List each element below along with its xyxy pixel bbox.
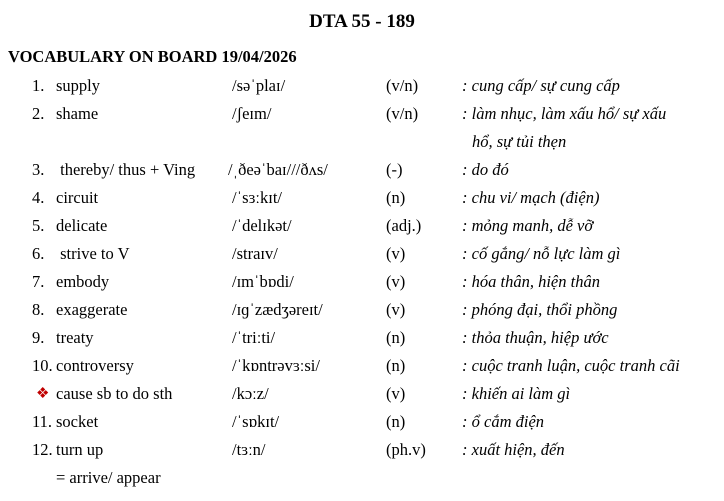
vocab-word: socket — [56, 412, 99, 431]
item-number: 10. — [32, 356, 53, 375]
item-number: 9. — [32, 328, 45, 347]
pronunciation: /səˈplaɪ/ — [232, 76, 286, 95]
meaning: : làm nhục, làm xấu hổ/ sự xấu — [462, 104, 667, 123]
pronunciation: /ˈsɒkɪt/ — [232, 412, 280, 431]
vocab-word: supply — [56, 76, 101, 95]
pronunciation: /ˈkɒntrəvɜːsi/ — [232, 356, 320, 375]
pronunciation: /ɪɡˈzædʒəreɪt/ — [232, 300, 323, 319]
meaning: : ổ cắm điện — [462, 412, 545, 431]
part-of-speech: (n) — [386, 356, 406, 375]
pronunciation: /ˈdelɪkət/ — [232, 216, 292, 235]
vocab-word: strive to V — [56, 244, 130, 263]
meaning: : cuộc tranh luận, cuộc tranh cãi — [462, 356, 680, 375]
meaning: : phóng đại, thổi phồng — [462, 300, 618, 319]
item-number: 8. — [32, 300, 45, 319]
meaning: : cố gắng/ nỗ lực làm gì — [462, 244, 621, 263]
meaning-continuation: hổ, sự tủi thẹn — [472, 132, 567, 151]
part-of-speech: (n) — [386, 188, 406, 207]
meaning: : do đó — [462, 160, 509, 179]
item-number: 5. — [32, 216, 45, 235]
vocab-word: exaggerate — [56, 300, 128, 319]
part-of-speech: (v/n) — [386, 76, 419, 95]
part-of-speech: (v) — [386, 244, 406, 263]
part-of-speech: (v) — [386, 300, 406, 319]
item-number: 11. — [32, 412, 53, 431]
part-of-speech: (ph.v) — [386, 440, 426, 459]
meaning: : hóa thân, hiện thân — [462, 272, 600, 291]
item-number: 6. — [32, 244, 45, 263]
pronunciation: /ɪmˈbɒdi/ — [232, 272, 294, 291]
pronunciation: /ˈsɜːkɪt/ — [232, 188, 283, 207]
page-title: DTA 55 - 189 — [309, 11, 415, 32]
item-number: 12. — [32, 440, 53, 459]
pronunciation: /ˈtriːti/ — [232, 328, 276, 347]
vocab-word: delicate — [56, 216, 108, 235]
meaning: : mỏng manh, dễ vỡ — [462, 216, 594, 235]
part-of-speech: (v) — [386, 272, 406, 291]
pronunciation: /ˌðeəˈbaɪ///ðʌs/ — [228, 160, 328, 179]
part-of-speech: (n) — [386, 328, 406, 347]
vocab-word: thereby/ thus + Ving — [56, 160, 196, 179]
vocab-word: shame — [56, 104, 99, 123]
section-heading: VOCABULARY ON BOARD 19/04/2026 — [8, 47, 297, 66]
item-number: 3. — [32, 160, 45, 179]
diamond-bullet-icon: ❖ — [36, 386, 50, 402]
meaning: : cung cấp/ sự cung cấp — [462, 76, 620, 95]
pronunciation: /kɔːz/ — [232, 384, 269, 403]
part-of-speech: (-) — [386, 160, 403, 179]
item-number: 7. — [32, 272, 45, 291]
vocab-word: embody — [56, 272, 110, 291]
item-number: 2. — [32, 104, 45, 123]
vocab-word: turn up — [56, 440, 104, 459]
vocab-word: cause sb to do sth — [56, 384, 173, 403]
item-number: 1. — [32, 76, 45, 95]
part-of-speech: (v/n) — [386, 104, 419, 123]
vocab-word: treaty — [56, 328, 94, 347]
part-of-speech: (adj.) — [386, 216, 422, 235]
meaning: : khiến ai làm gì — [462, 384, 571, 403]
pronunciation: /ʃeɪm/ — [232, 104, 272, 123]
vocab-word: circuit — [56, 188, 99, 207]
part-of-speech: (v) — [386, 384, 406, 403]
meaning: : thỏa thuận, hiệp ước — [462, 328, 609, 347]
item-number: 4. — [32, 188, 45, 207]
meaning: : chu vi/ mạch (điện) — [462, 188, 600, 207]
part-of-speech: (n) — [386, 412, 406, 431]
pronunciation: /tɜːn/ — [232, 440, 266, 459]
meaning: : xuất hiện, đến — [462, 440, 565, 459]
pronunciation: /straɪv/ — [232, 244, 278, 263]
vocab-word: controversy — [56, 356, 134, 375]
synonym-note: = arrive/ appear — [56, 468, 161, 487]
